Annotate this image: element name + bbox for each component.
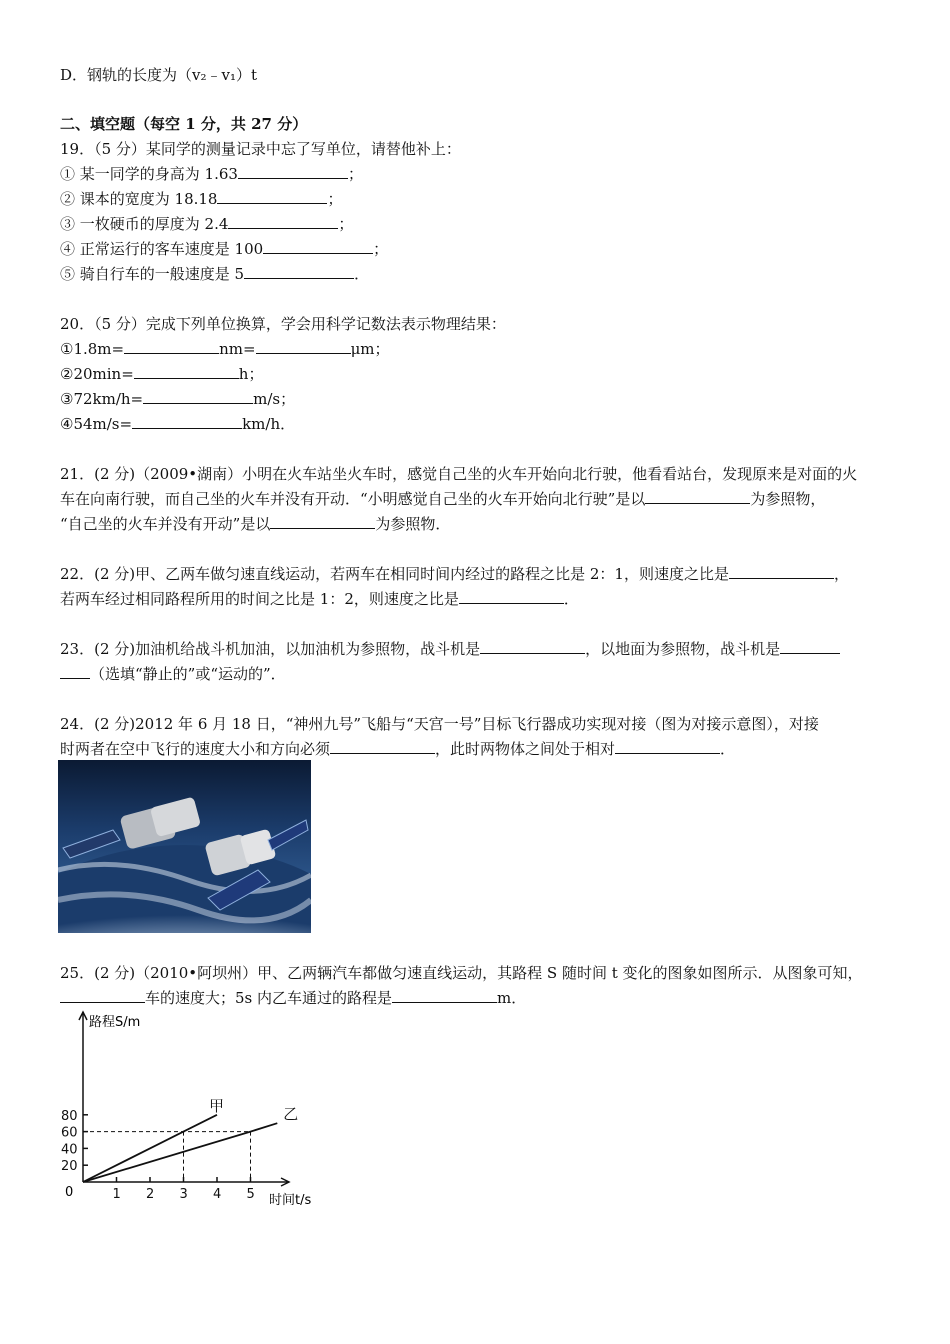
answer-blank[interactable] xyxy=(256,338,351,354)
q24-line-1: 24．(2 分)2012 年 6 月 18 日，“神州九号”飞船与“天宫一号”目标飞行器成功实现对接（图为对接示意图），对接 xyxy=(60,715,819,733)
x-tick-label: 5 xyxy=(246,1187,255,1202)
answer-blank[interactable] xyxy=(645,488,750,504)
y-tick-label: 40 xyxy=(61,1142,78,1158)
answer-blank[interactable] xyxy=(392,987,497,1003)
origin-label: 0 xyxy=(65,1185,74,1200)
x-axis-label: 时间t/s xyxy=(269,1193,312,1208)
distance-time-graph xyxy=(55,1008,345,1208)
answer-blank[interactable] xyxy=(60,987,145,1003)
q19-item-4: ④ 正常运行的客车速度是 100 ； xyxy=(60,240,389,258)
answer-blank[interactable] xyxy=(615,738,720,754)
q24-line-2: 时两者在空中飞行的速度大小和方向必须 ，此时两物体之间处于相对 ． xyxy=(60,740,736,758)
x-tick-label: 1 xyxy=(112,1187,121,1202)
answer-blank[interactable] xyxy=(217,188,327,204)
q20-stem: 20．（5 分）完成下列单位换算，学会用科学记数法表示物理结果： xyxy=(60,315,506,333)
q19-item-2: ② 课本的宽度为 18.18 ； xyxy=(60,190,343,208)
answer-blank[interactable] xyxy=(459,588,564,604)
answer-blank[interactable] xyxy=(263,238,373,254)
y-tick-label: 60 xyxy=(61,1125,78,1141)
series-label-1: 甲 xyxy=(209,1096,225,1115)
q25-line-2: 车的速度大；5s 内乙车通过的路程是 m． xyxy=(60,987,526,1009)
q19-item-1: ① 某一同学的身高为 1.63 ； xyxy=(60,165,363,183)
answer-blank[interactable] xyxy=(228,213,338,229)
section-title: 二、填空题（每空 1 分，共 27 分） xyxy=(60,115,308,133)
answer-blank[interactable] xyxy=(780,638,840,654)
q23-line-2: （选填“静止的”或“运动的”． xyxy=(60,663,286,685)
q21-line-3: “自己坐的火车并没有开动”是以 为参照物． xyxy=(60,515,451,533)
y-tick-label: 20 xyxy=(61,1159,78,1175)
q22-line-1: 22．(2 分)甲、乙两车做匀速直线运动，若两车在相同时间内经过的路程之比是 2：1，则速度之比是 ， xyxy=(60,565,849,583)
answer-blank[interactable] xyxy=(270,513,375,529)
q20-item-1: ①1.8m= nm= μm； xyxy=(60,340,390,358)
q18-option-d: D．钢轨的长度为（v₂﹣v₁）t xyxy=(60,66,258,84)
graph-lines xyxy=(83,1115,277,1182)
y-tick-label: 80 xyxy=(61,1108,78,1124)
answer-blank[interactable] xyxy=(60,663,90,679)
x-tick-label: 4 xyxy=(213,1187,222,1202)
q23-line-1: 23．(2 分)加油机给战斗机加油，以加油机为参照物，战斗机是 ，以地面为参照物，战斗机是 xyxy=(60,638,840,660)
q22-line-2: 若两车经过相同路程所用的时间之比是 1：2，则速度之比是 ． xyxy=(60,590,579,608)
answer-blank[interactable] xyxy=(729,563,834,579)
docking-photo xyxy=(58,760,311,933)
answer-blank[interactable] xyxy=(330,738,435,754)
q19-item-5: ⑤ 骑自行车的一般速度是 5 ． xyxy=(60,265,370,283)
answer-blank[interactable] xyxy=(238,163,348,179)
q20-item-4: ④54m/s= km/h． xyxy=(60,415,296,433)
q25-line-1: 25．(2 分)（2010•阿坝州）甲、乙两辆汽车都做匀速直线运动，其路程 S 随时间 t 变化的图象如图所示．从图象可知， xyxy=(60,964,863,982)
q21-line-1: 21．(2 分)（2009•湖南）小明在火车站坐火车时，感觉自己坐的火车开始向北行驶，他看看站台，发现原来是对面的火 xyxy=(60,465,858,483)
answer-blank[interactable] xyxy=(124,338,219,354)
q19-stem: 19．（5 分）某同学的测量记录中忘了写单位，请替他补上： xyxy=(60,140,461,158)
answer-blank[interactable] xyxy=(244,263,354,279)
answer-blank[interactable] xyxy=(132,413,242,429)
y-axis-label: 路程S/m xyxy=(89,1015,141,1030)
x-tick-label: 2 xyxy=(146,1187,155,1202)
answer-blank[interactable] xyxy=(134,363,239,379)
answer-blank[interactable] xyxy=(143,388,253,404)
q20-item-2: ②20min= h； xyxy=(60,365,264,383)
series-label-2: 乙 xyxy=(283,1105,299,1124)
q20-item-3: ③72km/h= m/s； xyxy=(60,390,296,408)
x-tick-label: 3 xyxy=(179,1187,188,1202)
answer-blank[interactable] xyxy=(480,638,585,654)
q21-line-2: 车在向南行驶，而自己坐的火车并没有开动．“小明感觉自己坐的火车开始向北行驶”是以 为参照物， xyxy=(60,490,826,508)
q19-item-3: ③ 一枚硬币的厚度为 2.4 ； xyxy=(60,215,354,233)
